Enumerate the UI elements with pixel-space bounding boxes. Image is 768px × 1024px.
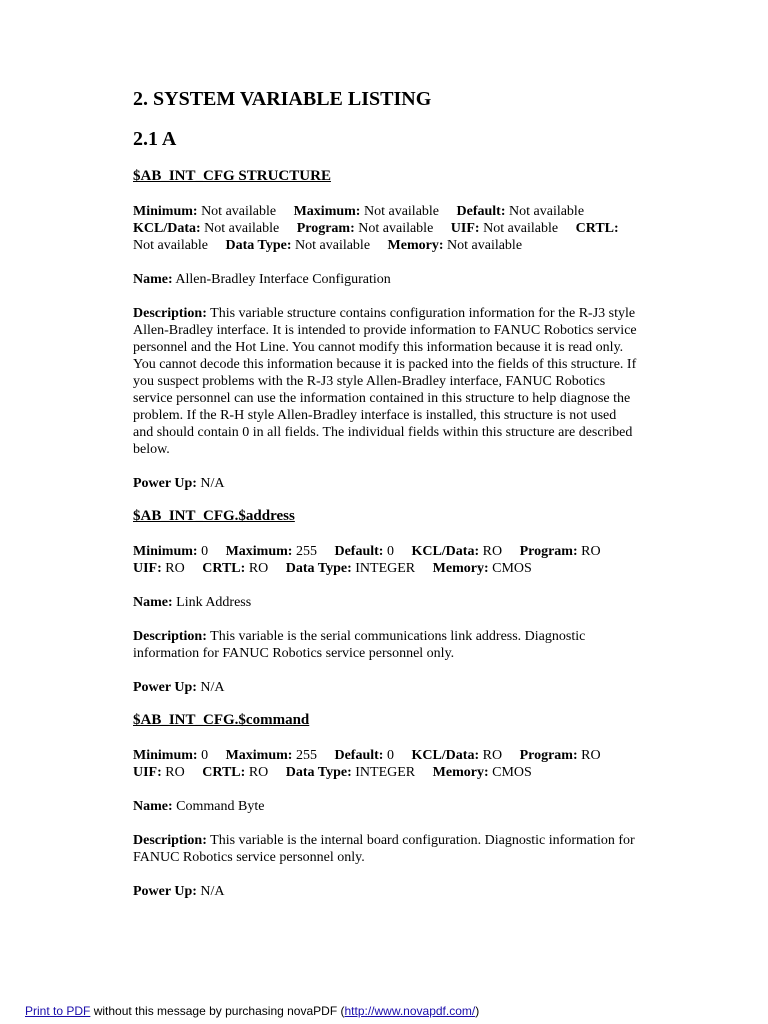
kcl-value: Not available: [204, 221, 280, 236]
default-label: Default:: [334, 544, 384, 559]
description-label: Description:: [133, 833, 207, 848]
datatype-value: INTEGER: [355, 765, 416, 780]
memory-value: CMOS: [492, 561, 532, 576]
maximum-value: 255: [295, 748, 317, 763]
variable-section-address: [133, 506, 638, 696]
name-value: Allen-Bradley Interface Configuration: [175, 272, 391, 287]
variable-section-ab-int-cfg: [133, 166, 638, 492]
uif-label: UIF:: [450, 221, 480, 236]
footer-message: without this message by purchasing novaPDF (: [90, 1004, 345, 1018]
name-label: Name:: [133, 595, 173, 610]
variable-description: [133, 628, 638, 662]
program-value: RO: [581, 544, 601, 559]
maximum-label: Maximum:: [225, 544, 293, 559]
default-label: Default:: [334, 748, 384, 763]
powerup-label: Power Up:: [133, 884, 197, 899]
variable-powerup: [133, 883, 638, 900]
crtl-value: RO: [248, 561, 269, 576]
kcl-value: RO: [482, 748, 503, 763]
kcl-label: KCL/Data:: [411, 544, 480, 559]
datatype-label: Data Type:: [285, 561, 352, 576]
program-value: Not available: [358, 221, 434, 236]
footer-close-paren: ): [475, 1004, 480, 1018]
memory-value: Not available: [447, 238, 523, 253]
minimum-value: 0: [201, 748, 209, 763]
datatype-value: Not available: [295, 238, 371, 253]
kcl-value: RO: [482, 544, 503, 559]
kcl-label: KCL/Data:: [411, 748, 480, 763]
program-label: Program:: [296, 221, 355, 236]
minimum-value: 0: [201, 544, 209, 559]
variable-attributes: [133, 203, 638, 254]
minimum-label: Minimum:: [133, 204, 198, 219]
page-heading: 2. SYSTEM VARIABLE LISTING: [133, 88, 432, 110]
uif-value: RO: [165, 561, 185, 576]
default-value: 0: [386, 748, 394, 763]
description-value: This variable is the serial communications link address. Diagnostic information for FANUC Robotics service personnel only.: [133, 629, 586, 661]
variable-description: [133, 305, 638, 458]
program-value: RO: [581, 748, 601, 763]
datatype-label: Data Type:: [225, 238, 292, 253]
powerup-value: N/A: [200, 476, 225, 491]
variable-powerup: [133, 679, 638, 696]
datatype-value: INTEGER: [355, 561, 416, 576]
variable-name: [133, 271, 638, 288]
variable-description: [133, 832, 638, 866]
crtl-label: CRTL:: [575, 221, 619, 236]
default-value: 0: [386, 544, 394, 559]
variable-attributes: [133, 543, 638, 577]
uif-value: Not available: [483, 221, 559, 236]
default-value: Not available: [509, 204, 585, 219]
variable-name: [133, 798, 638, 815]
section-heading: 2.1 A: [133, 128, 177, 150]
maximum-label: Maximum:: [293, 204, 361, 219]
crtl-value: RO: [248, 765, 269, 780]
print-to-pdf-link[interactable]: Print to PDF: [25, 1004, 91, 1018]
description-label: Description:: [133, 629, 207, 644]
powerup-label: Power Up:: [133, 680, 197, 695]
uif-label: UIF:: [133, 561, 162, 576]
powerup-label: Power Up:: [133, 476, 197, 491]
crtl-label: CRTL:: [202, 765, 246, 780]
variable-title: $AB_INT_CFG.$command: [133, 712, 310, 728]
memory-label: Memory:: [432, 561, 489, 576]
memory-label: Memory:: [387, 238, 444, 253]
program-label: Program:: [519, 748, 578, 763]
maximum-value: 255: [295, 544, 317, 559]
minimum-label: Minimum:: [133, 544, 198, 559]
novapdf-url-link[interactable]: http://www.novapdf.com/: [344, 1004, 476, 1018]
memory-label: Memory:: [432, 765, 489, 780]
minimum-value: Not available: [201, 204, 277, 219]
memory-value: CMOS: [492, 765, 532, 780]
variable-name: [133, 594, 638, 611]
variable-attributes: [133, 747, 638, 781]
default-label: Default:: [456, 204, 506, 219]
powerup-value: N/A: [200, 680, 225, 695]
name-value: Link Address: [176, 595, 252, 610]
variable-section-command: [133, 710, 638, 900]
document-page: [133, 86, 638, 900]
crtl-label: CRTL:: [202, 561, 246, 576]
description-label: Description:: [133, 306, 207, 321]
maximum-value: Not available: [363, 204, 440, 219]
kcl-label: KCL/Data:: [133, 221, 201, 236]
name-value: Command Byte: [176, 799, 265, 814]
description-value: This variable structure contains configuration information for the R-J3 style Allen-Bradley interface. It is intended to provide information to FANUC Robotics service personnel and the Hot Line. You cannot modify this information because it is read only. You cannot decode this information because it is packed into the fields of this structure. If you suspect problems with the R-J3 style Allen-Bradley interface, FANUC Robotics service personnel can use the information contained in this structure to help diagnose the problem. If the R-H style Allen-Bradley interface is installed, this structure is not used and should contain 0 in all fields. The individual fields within this structure are described below.: [133, 306, 637, 457]
minimum-label: Minimum:: [133, 748, 198, 763]
uif-value: RO: [165, 765, 185, 780]
novapdf-footer: [25, 1004, 479, 1018]
crtl-value: Not available: [133, 238, 209, 253]
uif-label: UIF:: [133, 765, 162, 780]
name-label: Name:: [133, 272, 173, 287]
datatype-label: Data Type:: [285, 765, 352, 780]
variable-powerup: [133, 475, 638, 492]
powerup-value: N/A: [200, 884, 225, 899]
description-value: This variable is the internal board configuration. Diagnostic information for FANUC Robotics service personnel only.: [133, 833, 635, 865]
program-label: Program:: [519, 544, 578, 559]
variable-title: $AB_INT_CFG.$address: [133, 508, 295, 524]
name-label: Name:: [133, 799, 173, 814]
variable-title: $AB_INT_CFG STRUCTURE: [133, 168, 331, 184]
maximum-label: Maximum:: [225, 748, 293, 763]
